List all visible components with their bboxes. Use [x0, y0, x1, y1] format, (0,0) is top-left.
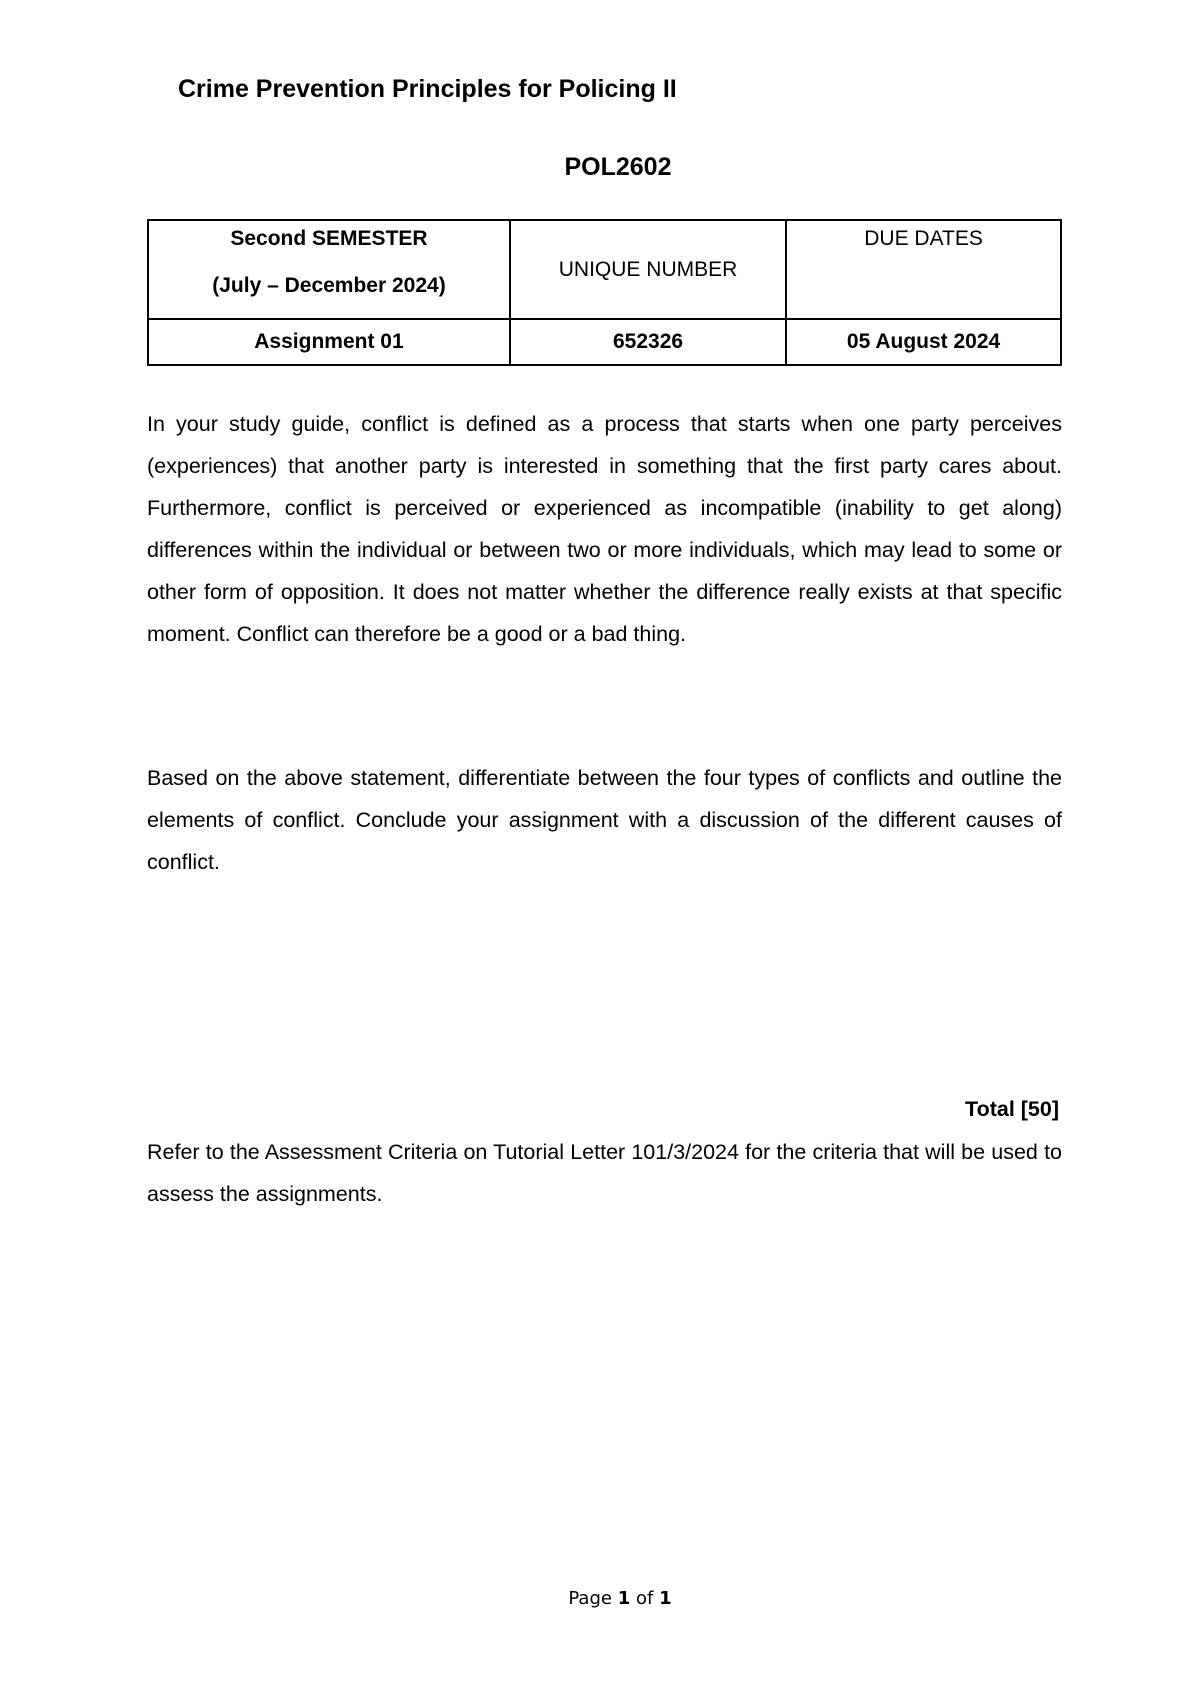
due-dates-label: DUE DATES: [864, 227, 983, 250]
assignment-cell: Assignment 01: [148, 319, 510, 365]
assignment-info-table: [147, 219, 1062, 366]
due-date-cell: 05 August 2024: [786, 319, 1061, 365]
semester-label: Second SEMESTER: [230, 227, 428, 250]
table-header-row: [148, 220, 1061, 319]
page-footer: [0, 1587, 1200, 1611]
assessment-criteria-note: Refer to the Assessment Criteria on Tutorial Letter 101/3/2024 for the criteria that will be used to assess the assignments.: [147, 1140, 1062, 1206]
page-total: 1: [659, 1588, 672, 1609]
unique-number-label: UNIQUE NUMBER: [558, 257, 738, 281]
conflict-definition-paragraph: In your study guide, conflict is defined as a process that starts when one party perceives (experiences) that another party is interested in something that the first party cares about. Furthermore, conflict is perceived or experienced as incompatible (inability to get along) differences within the individual or between two or more individuals, which may lead to some or other form of opposition. It does not matter whether the difference really exists at that specific moment. Conflict can therefore be a good or a bad thing.: [147, 412, 1062, 646]
semester-header-cell: [148, 220, 510, 319]
of-word: of: [635, 1588, 654, 1609]
unique-number-header-cell: [510, 220, 786, 319]
assignment-question-paragraph: Based on the above statement, differentiate between the four types of conflicts and outline the elements of conflict. Conclude your assignment with a discussion of the different causes of conflict.: [147, 766, 1062, 874]
semester-period: (July – December 2024): [212, 274, 446, 297]
page-current: 1: [617, 1588, 631, 1609]
page-word: Page: [568, 1588, 612, 1609]
course-code: POL2602: [564, 153, 672, 181]
table-row: [148, 319, 1061, 365]
unique-number-cell: 652326: [510, 319, 786, 365]
total-marks: Total [50]: [965, 1097, 1059, 1121]
course-title: Crime Prevention Principles for Policing II: [178, 75, 677, 103]
due-dates-header-cell: [786, 220, 1061, 319]
